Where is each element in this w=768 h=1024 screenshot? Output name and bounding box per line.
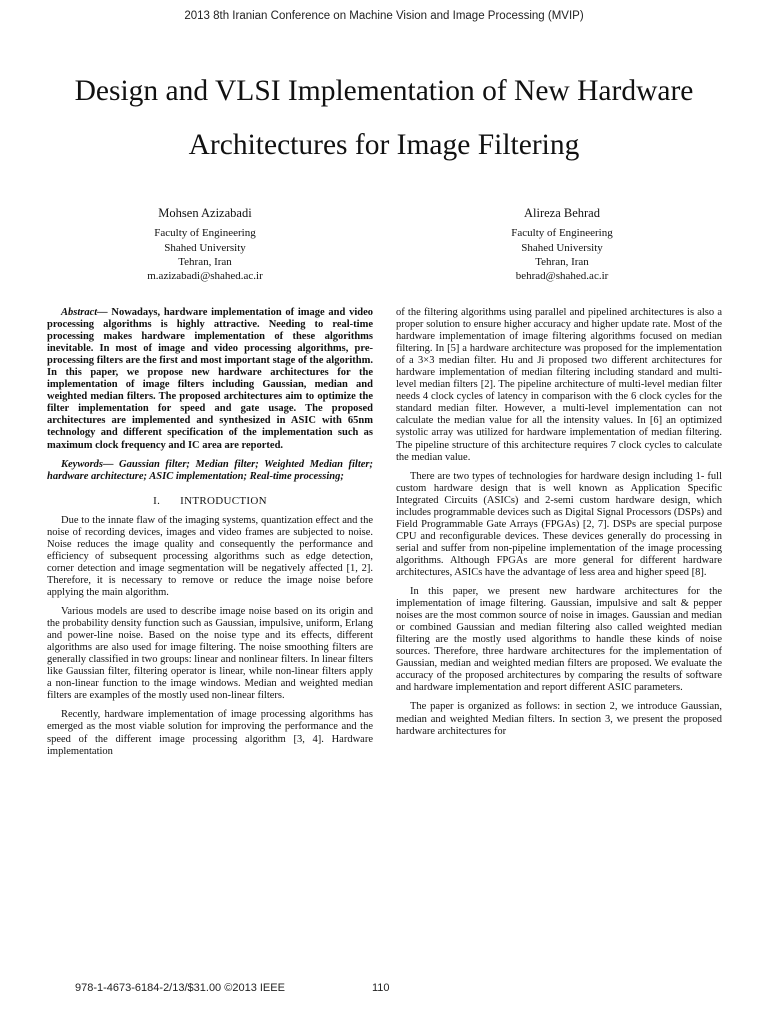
section-title-initial: I <box>180 494 185 507</box>
paper-title <box>30 64 738 172</box>
abstract-label: Abstract— <box>61 307 108 318</box>
body-paragraph: There are two types of technologies for hardware design including 1- full custom hardware design that is well known as Application Specific Integrated Circuits (ASICs) and 2-semi custom hardware design, which includes programmable devices such as Digital Signal Processors (DSPs) and Field Programmable Gate Arrays (FPGAs) [2, 7]. DSPs are special purpose CPU and reconfigurable devices. These devices generally do processing in serial and suffer from non-pipeline implementation of the image processing algorithms. Although FPGAs are more general for different hardware architectures, ASICs have the advantage of less area and higher speed [8]. <box>396 470 722 578</box>
author-block-1 <box>95 206 315 283</box>
body-paragraph: In this paper, we present new hardware architectures for the implementation of image filtering. Gaussian, impulsive and salt & pepper noises are the most common source of noise in images. Gaussian and median or combined Gaussian and median filtering also called weighted median filtering are the mostly used algorithms to handle these kinds of noise sources. Therefore, three hardware architectures for the implementation of Gaussian, median and weighted median filters are proposed. We evaluate the accuracy of the proposed architectures by comparing the results of software and hardware implementation and report different ASIC parameters. <box>396 586 722 694</box>
keywords-label: Keywords— <box>61 458 114 470</box>
author-name: Alireza Behrad <box>523 206 600 220</box>
author-university: Shahed University <box>521 241 603 254</box>
author-department: Faculty of Engineering <box>154 227 256 240</box>
keywords-text: Gaussian filter; Median filter; Weighted Median filter; hardware architecture; ASIC implementation; Real-time processing; <box>47 458 373 482</box>
author-location: Tehran, Iran <box>535 255 589 268</box>
body-paragraph: Recently, hardware implementation of image processing algorithms has emerged as the most viable solution for improving the performance and the speed of the different image processing algorithm [3, 4]. Hardware implementation <box>47 709 373 757</box>
author-department: Faculty of Engineering <box>511 227 613 240</box>
author-email: behrad@shahed.ac.ir <box>515 270 609 283</box>
abstract-text: Nowadays, hardware implementation of image and video processing algorithms is highly attractive. Needing to real-time processing makes hardware implementation of these algorithms inevitable. In most of image and video processing algorithms, pre-processing filters are the first and most important stage of the algorithm. In this paper, we propose new hardware architectures for the implementation of image filters including Gaussian, median and weighted median filters. The proposed architectures aim to optimize the filter implementation for speed and gate usage. The proposed architectures are implemented and synthesized in ASIC with 65nm technology and different specification of the implementation such as maximum clock frequency and IC area are reported. <box>47 307 373 451</box>
keywords <box>47 459 373 483</box>
body-paragraph: The paper is organized as follows: in section 2, we introduce Gaussian, median and weighted Median filters. In section 3, we present the proposed hardware architectures for <box>396 701 722 737</box>
copyright-footer: 978-1-4673-6184-2/13/$31.00 ©2013 IEEE <box>75 982 285 994</box>
section-title-rest: NTRODUCTION <box>184 494 267 507</box>
author-university: Shahed University <box>164 241 246 254</box>
page-number: 110 <box>372 982 390 994</box>
section-heading-introduction <box>47 495 373 507</box>
author-location: Tehran, Iran <box>178 255 232 268</box>
author-block-2 <box>452 206 672 283</box>
title-line-1: Design and VLSI Implementation of New Hardware <box>74 75 694 107</box>
body-paragraph: of the filtering algorithms using parallel and pipelined architectures is also a proper solution to ensure higher accuracy and higher update rate. Most of the hardware implementation of image filtering algorithms focused on median filtering. In [5] a hardware architecture was proposed for the implementation of a 3×3 median filter. Hu and Ji proposed two different architectures for hardware implementation of median filtering including standard and multi-level median filters [2]. The pipeline architecture of multi-level median filter needs 4 clock cycles of latency in comparison with the 6 clock cycles for the standard median filter. However, a multi-level implementation can not calculate the median value for all the intensity values. In [6] an optimized systolic array was utilized for hardware implementation of median filtering. The pipeline structure of this architecture requires 7 clock cycles to calculate the median value. <box>396 307 722 463</box>
conference-header: 2013 8th Iranian Conference on Machine Vision and Image Processing (MVIP) <box>184 10 584 22</box>
author-name: Mohsen Azizabadi <box>158 206 252 220</box>
abstract <box>47 307 373 452</box>
title-line-2: Architectures for Image Filtering <box>188 129 580 161</box>
body-paragraph: Due to the innate flaw of the imaging systems, quantization effect and the noise of recording devices, images and video frames are subjected to noise. Noise reduces the image quality and consequently the performance and efficiency of subsequent processing algorithms such as edge detection, corner detection and image segmentation will be negatively affected [1, 2]. Therefore, it is necessary to remove or reduce the image noise before applying the main algorithm. <box>47 514 373 598</box>
author-email: m.azizabadi@shahed.ac.ir <box>147 270 263 283</box>
right-column <box>396 307 722 745</box>
body-paragraph: Various models are used to describe image noise based on its origin and the probability density function such as Gaussian, impulsive, uniform, Erlang and power-line noise. Based on the noise type and its effects, different algorithms are also used for image filtering. The noise smoothing filters are generally classified in two groups: linear and nonlinear filters. In linear filters like Gaussian filter, filtering operator is linear, while non-linear filters apply a non-linear function to the image windows. Median and weighted median filters are examples of the mostly used non-linear filters. <box>47 606 373 702</box>
left-column <box>47 307 373 765</box>
section-number: I. <box>153 494 161 507</box>
